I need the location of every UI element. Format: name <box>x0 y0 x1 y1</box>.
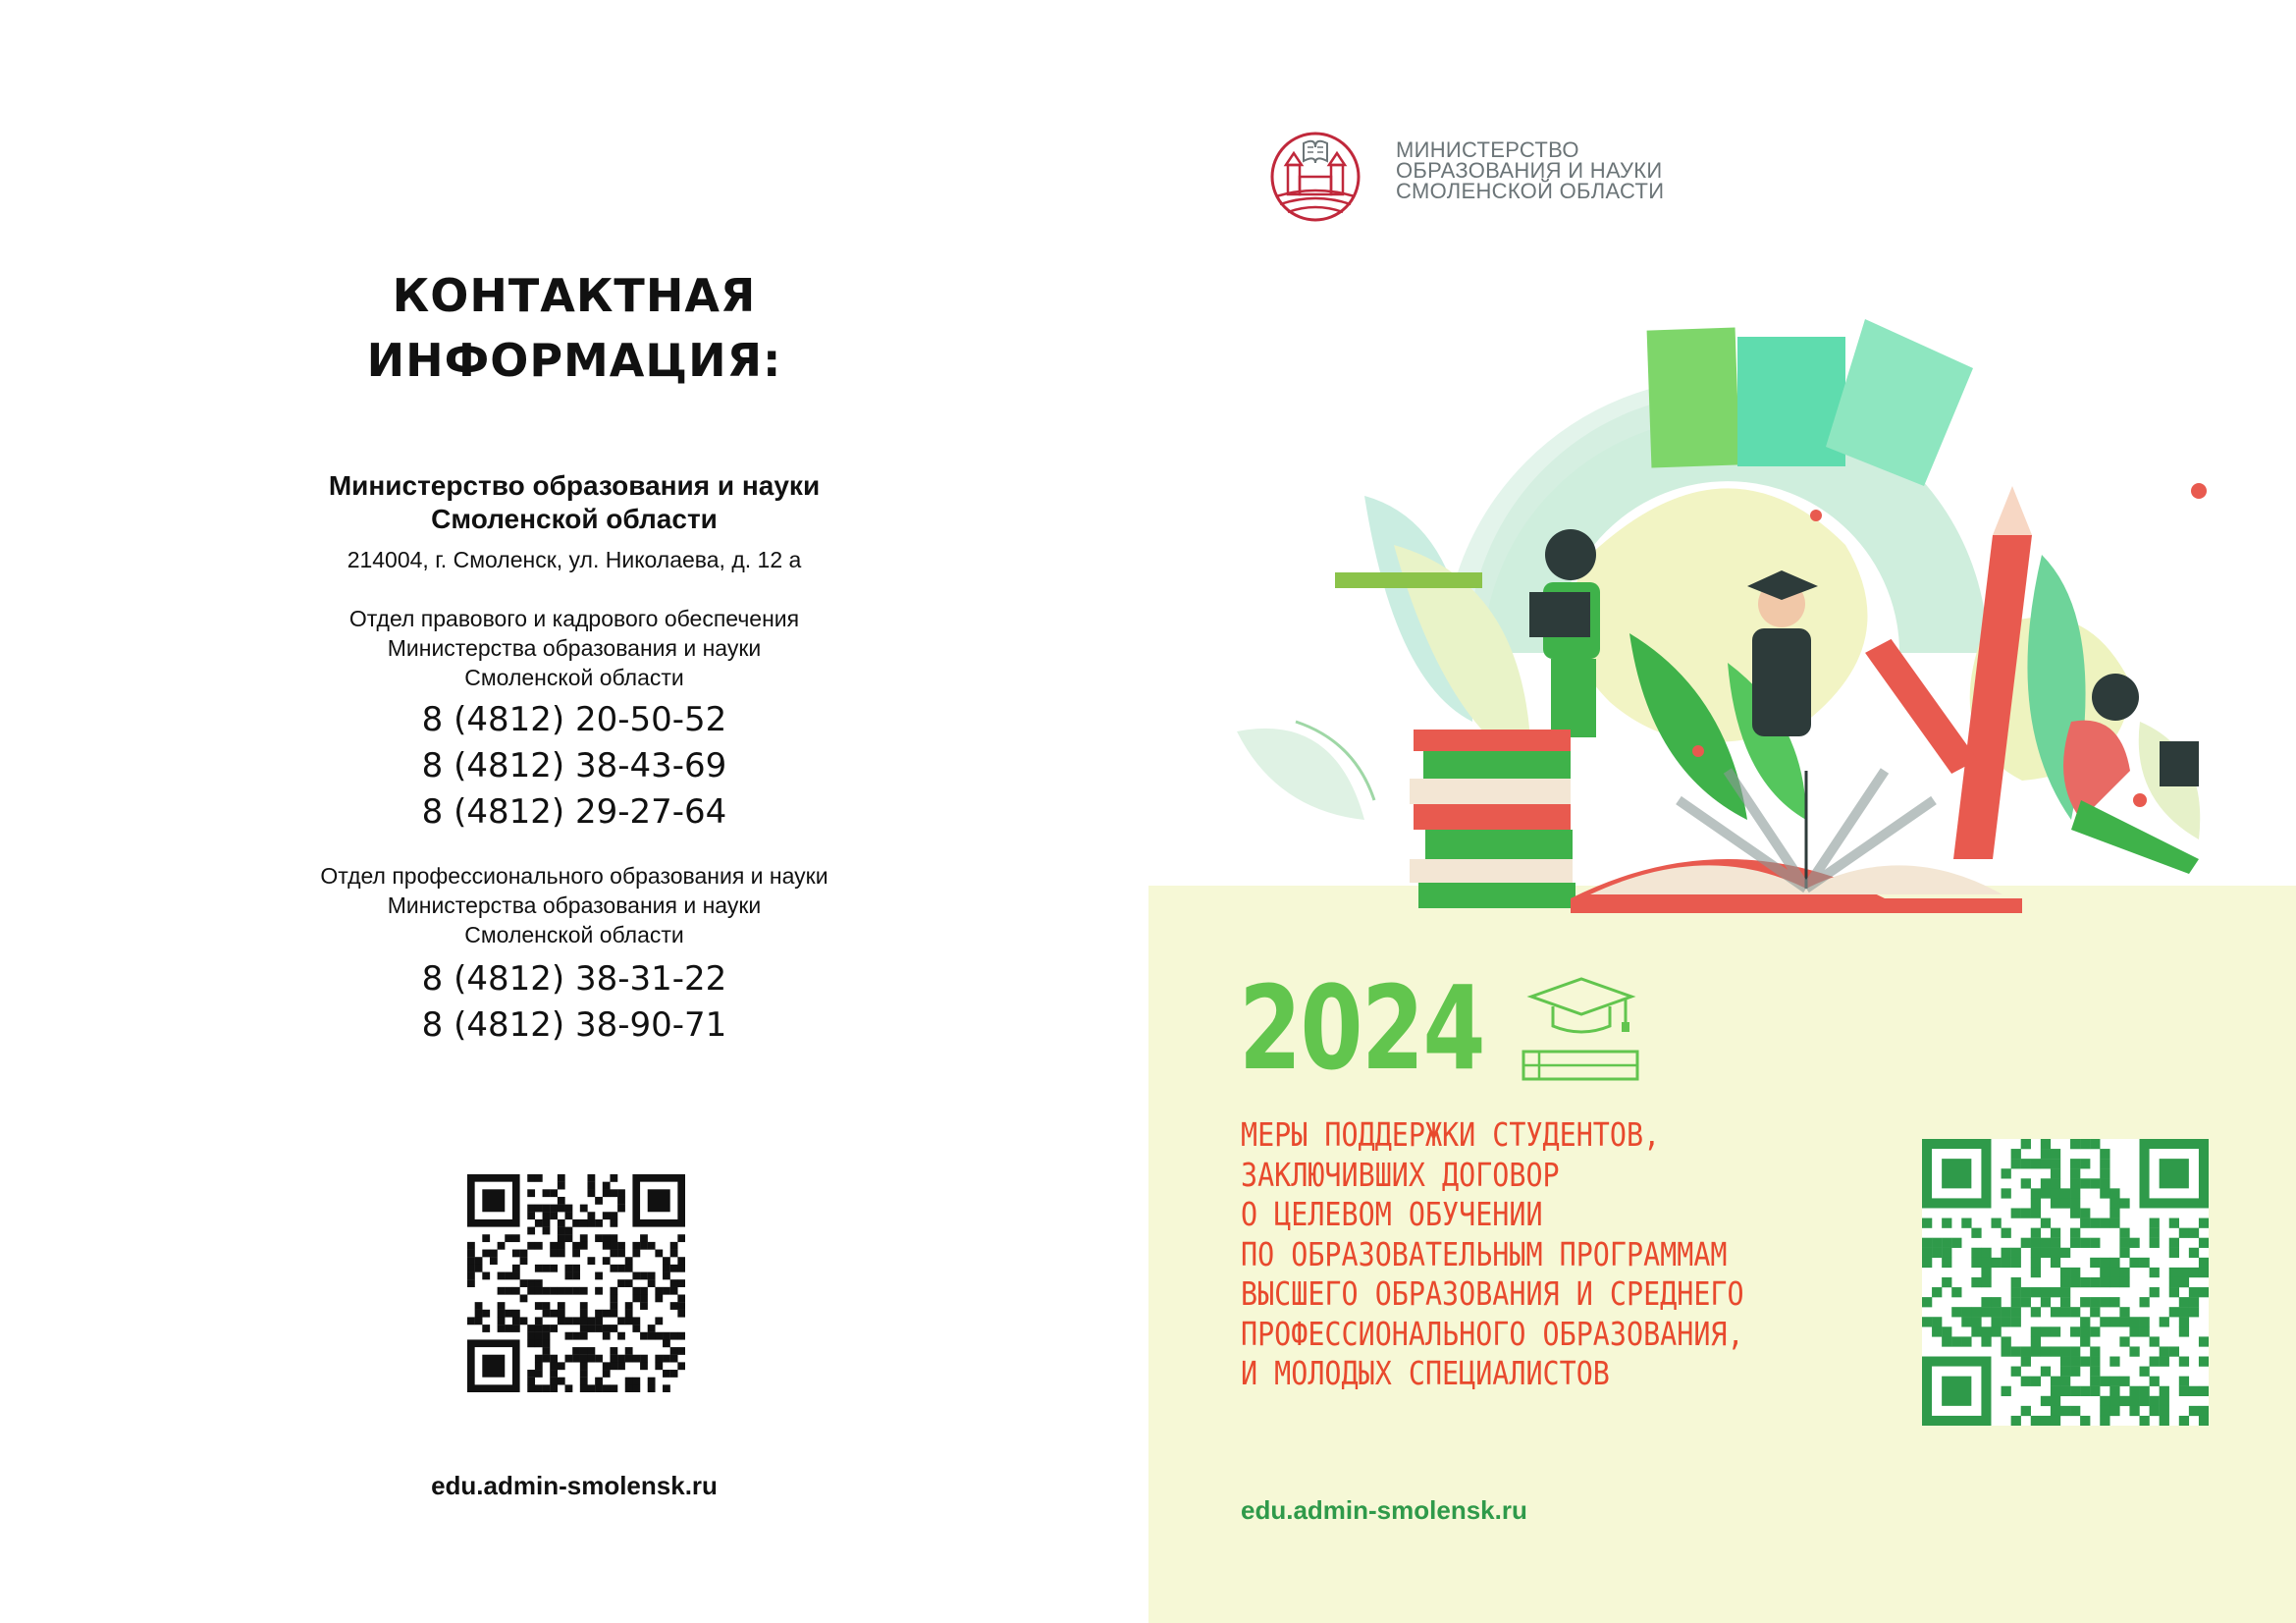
dept-legal-line3: Смоленской области <box>464 665 684 690</box>
graduation-cap-book-icon <box>1520 977 1643 1085</box>
website-link[interactable]: edu.admin-smolensk.ru <box>1241 1495 1527 1525</box>
dept-legal-phones <box>0 697 1148 836</box>
dept-legal <box>0 604 1148 692</box>
ministry-name <box>1396 139 1664 201</box>
website-link[interactable]: edu.admin-smolensk.ru <box>431 1471 718 1500</box>
phone-number[interactable]: 8 (4812) 38-31-22 <box>421 959 727 999</box>
headline-line: ЗАКЛЮЧИВШИХ ДОГОВОР <box>1241 1155 1560 1194</box>
headline-line: ПО ОБРАЗОВАТЕЛЬНЫМ ПРОГРАММАМ <box>1241 1234 1728 1273</box>
headline-line: И МОЛОДЫХ СПЕЦИАЛИСТОВ <box>1241 1354 1610 1392</box>
phone-number[interactable]: 8 (4812) 20-50-52 <box>421 700 727 739</box>
dept-professional <box>0 861 1148 949</box>
dept-professional-line1: Отдел профессионального образования и науки <box>320 863 828 889</box>
contact-title-line1: КОНТАКТНАЯ <box>392 269 757 322</box>
org-name <box>0 469 1148 536</box>
students-books-illustration <box>1217 309 2238 938</box>
dept-legal-line1: Отдел правового и кадрового обеспечения <box>348 606 800 631</box>
headline-line: МЕРЫ ПОДДЕРЖКИ СТУДЕНТОВ, <box>1241 1115 1661 1154</box>
org-name-line1: Министерство образования и науки <box>328 470 821 501</box>
ministry-name-line1: МИНИСТЕРСТВО <box>1396 137 1579 162</box>
address: 214004, г. Смоленск, ул. Николаева, д. 12 а <box>347 547 802 572</box>
ministry-logo-icon <box>1264 126 1366 224</box>
contact-title-line2: ИНФОРМАЦИЯ: <box>366 334 782 387</box>
headline-line: О ЦЕЛЕВОМ ОБУЧЕНИИ <box>1241 1195 1543 1233</box>
headline-line: ВЫСШЕГО ОБРАЗОВАНИЯ И СРЕДНЕГО <box>1241 1274 1744 1313</box>
contact-title <box>0 263 1148 393</box>
headline <box>1241 1115 1832 1394</box>
ministry-name-line3: СМОЛЕНСКОЙ ОБЛАСТИ <box>1396 179 1665 203</box>
org-name-line2: Смоленской области <box>431 504 718 534</box>
headline-line: ПРОФЕССИОНАЛЬНОГО ОБРАЗОВАНИЯ, <box>1241 1314 1744 1353</box>
phone-number[interactable]: 8 (4812) 29-27-64 <box>421 792 727 832</box>
dept-professional-line2: Министерства образования и науки <box>387 893 762 918</box>
dept-legal-line2: Министерства образования и науки <box>387 635 762 661</box>
right-page <box>1148 0 2296 1623</box>
qr-code-icon[interactable] <box>1922 1139 2209 1426</box>
ministry-name-line2: ОБРАЗОВАНИЯ И НАУКИ <box>1396 158 1663 183</box>
phone-number[interactable]: 8 (4812) 38-90-71 <box>421 1005 727 1045</box>
year: 2024 <box>1239 960 1484 1096</box>
dept-professional-phones <box>0 956 1148 1049</box>
dept-professional-line3: Смоленской области <box>464 922 684 947</box>
phone-number[interactable]: 8 (4812) 38-43-69 <box>421 746 727 785</box>
qr-code-icon[interactable] <box>467 1174 685 1392</box>
